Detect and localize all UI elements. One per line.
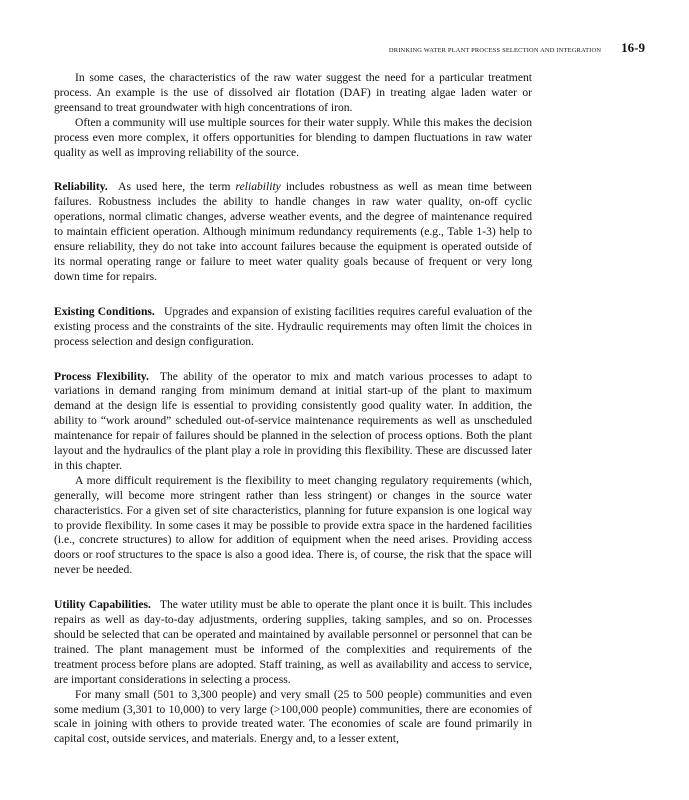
page-header: [54, 40, 645, 56]
utility-capabilities-heading: Utility Capabilities.: [54, 598, 151, 612]
intro-paragraph-1: In some cases, the characteristics of the raw water suggest the need for a particular treatment process. An example is the use of dissolved air flotation (DAF) in treating algae laden water or greensand to treat groundwater with high concentrations of iron.: [54, 71, 532, 114]
page-number: 16-9: [621, 40, 645, 55]
utility-capabilities-section: [54, 598, 532, 687]
body-text: [54, 71, 532, 747]
reliability-heading: Reliability.: [54, 180, 108, 194]
existing-conditions-text: Upgrades and expansion of existing facilities requires careful evaluation of the existing process and the constraints of the site. Hydraulic requirements may often limit the choices in process selection and design configuration.: [54, 304, 533, 348]
reliability-text-after: includes robustness as well as mean time between failures. Robustness includes the ability to handle changes in raw water quality, on-off cyclic operations, normal climatic changes, adverse weather events, and the degree of maintenance required to maintain efficient operation. Although minimum redundancy requirements (e.g., Table 1-3) help to ensure reliability, they do not take into account failures because the equipment is operated outside of its normal operating range or failure to meet water quality goals because of frequent or very long down time for repairs.: [54, 180, 532, 283]
reliability-text-before: As used here, the term: [118, 180, 231, 194]
utility-capabilities-paragraph-2: For many small (501 to 3,300 people) and very small (25 to 500 people) communities and even some medium (3,301 to 10,000) to very large (>100,000 people) communities, there are economies of scale in joining with others to provide treated water. The economies of scale are found primarily in capital cost, outside services, and materials. Energy and, to a lesser extent,: [54, 687, 532, 746]
existing-conditions-heading: Existing Conditions.: [54, 304, 155, 318]
utility-capabilities-text: The water utility must be able to operate the plant once it is built. This includes repairs as well as day-to-day adjustments, ordering supplies, taking samples, and so on. Processes should be selected that can be operated and maintained by available personnel or personnel that can be trained. The plant management must be informed of the complexities and requirements of the treatment process before plans are adopted. Staff training, as well as availability and access to service, are important considerations in selecting a process.: [54, 598, 532, 686]
intro-paragraph-2: Often a community will use multiple sources for their water supply. While this makes the decision process even more complex, it offers opportunities for blending to dampen fluctuations in raw water quality as well as improving reliability of the source.: [54, 115, 532, 159]
running-title: DRINKING WATER PLANT PROCESS SELECTION AND INTEGRATION: [388, 47, 602, 54]
process-flexibility-paragraph-2: A more difficult requirement is the flexibility to meet changing regulatory requirements (which, generally, will become more stringent rather than less stringent) or changes in the source water characteristics. For a given set of site characteristics, planning for future expansion is one logical way to provide flexibility. In some cases it may be possible to provide extra space in the hardened facilities (i.e., concrete structures) to allow for addition of equipment when the need arises. Providing access doors or roof structures to the space is also a good idea. There is, of course, the risk that the space will never be needed.: [54, 473, 532, 577]
existing-conditions-section: [54, 305, 532, 350]
process-flexibility-heading: Process Flexibility.: [54, 369, 149, 383]
process-flexibility-section: [54, 370, 532, 474]
reliability-section: [54, 180, 532, 284]
process-flexibility-text: The ability of the operator to mix and match various processes to adapt to variations in demand ranging from minimum demand at initial start-up of the plant to maximum demand at the design life is essential to providing consistently good quality water. In addition, the ability to “work around” scheduled out-of-service maintenance requirements as well as unscheduled maintenance for repair of failures should be planned in the selection of process options. Both the plant layout and the hydraulics of the plant play a role in providing this flexibility. These are discussed later in this chapter.: [54, 369, 532, 472]
reliability-term: reliability: [235, 180, 281, 194]
